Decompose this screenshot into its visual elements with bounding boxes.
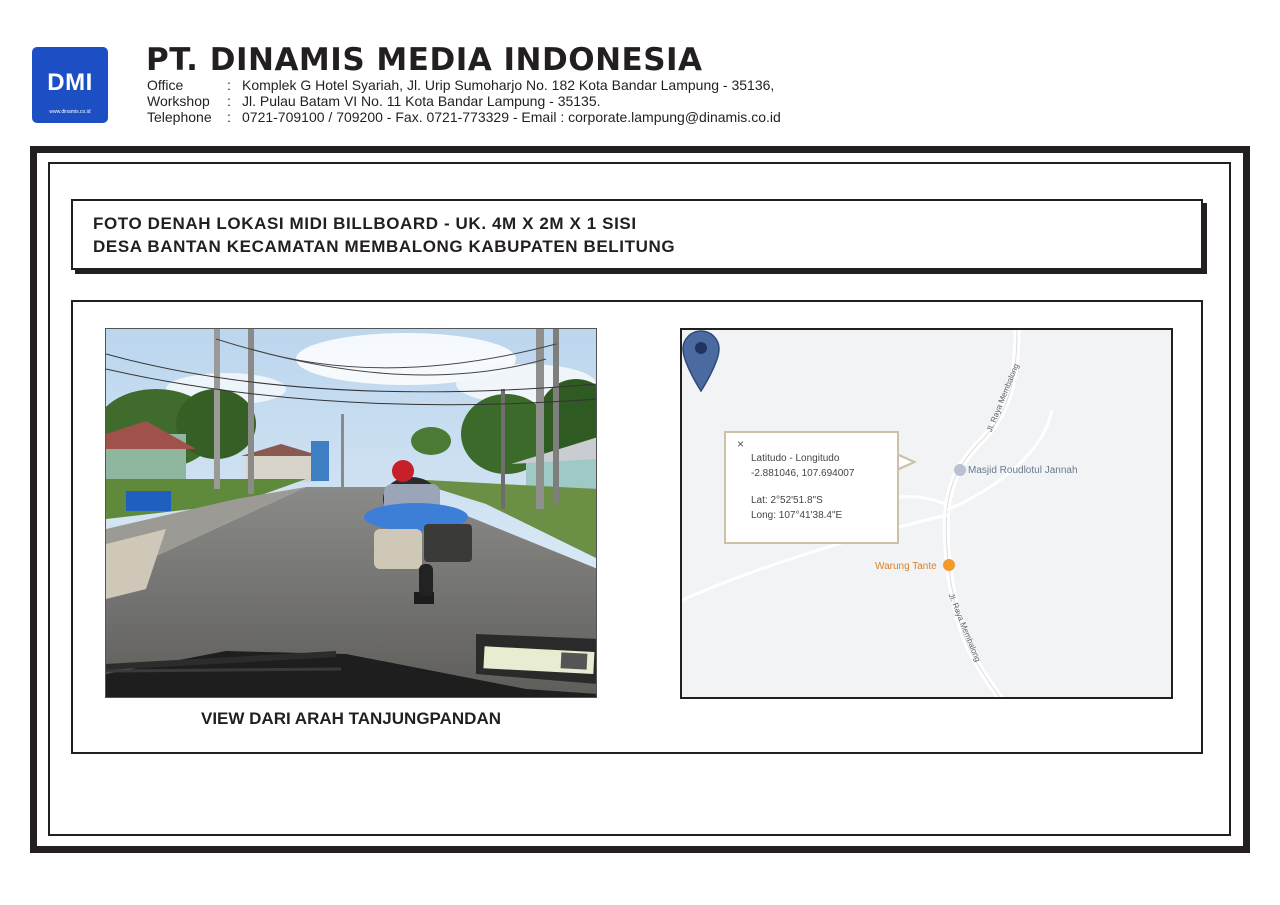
poi-mosque-label[interactable]: Masjid Roudlotul Jannah <box>968 465 1078 476</box>
location-pin-icon[interactable] <box>682 330 720 392</box>
contact-label: Workshop <box>147 93 210 109</box>
company-name: PT. DINAMIS MEDIA INDONESIA <box>146 42 703 78</box>
info-longitude: Long: 107°41'38.4"E <box>751 510 843 521</box>
road-scene-illustration <box>106 329 597 698</box>
close-icon[interactable]: × <box>737 437 745 451</box>
road-label-south: Jl. Raya Membalong <box>946 592 983 663</box>
info-title: Latitudo - Longitudo <box>751 453 840 464</box>
contact-separator: : <box>227 109 231 125</box>
coordinates-info-box <box>724 431 899 544</box>
info-decimal-coordinates: -2.881046, 107.694007 <box>751 468 855 479</box>
logo-text: DMI <box>47 69 93 96</box>
contact-telephone <box>147 109 781 125</box>
contact-separator: : <box>227 93 231 109</box>
photo-caption: VIEW DARI ARAH TANJUNGPANDAN <box>200 709 501 728</box>
logo-url: www.dinamis.co.id <box>49 109 91 115</box>
contact-label: Telephone <box>147 109 212 125</box>
company-logo <box>32 47 108 123</box>
contact-label: Office <box>147 77 184 93</box>
title-box <box>71 199 1203 270</box>
contact-separator: : <box>227 77 231 93</box>
contact-value: Komplek G Hotel Syariah, Jl. Urip Sumoharjo No. 182 Kota Bandar Lampung - 35136, <box>242 77 775 93</box>
mosque-icon[interactable] <box>954 464 966 476</box>
contact-value: Jl. Pulau Batam VI No. 11 Kota Bandar Lampung - 35135. <box>242 93 601 109</box>
info-latitude: Lat: 2°52'51.8"S <box>751 495 823 506</box>
poi-warung-label[interactable]: Warung Tante <box>875 561 937 572</box>
road-label-north: Jl. Raya Membalong <box>985 362 1021 434</box>
location-map <box>680 328 1173 699</box>
title-line-2: DESA BANTAN KECAMATAN MEMBALONG KABUPATEN BELITUNG <box>93 237 676 256</box>
contact-office <box>147 77 774 93</box>
contact-value: 0721-709100 / 709200 - Fax. 0721-773329 - Email : corporate.lampung@dinamis.co.id <box>242 109 781 125</box>
contact-workshop <box>147 93 601 109</box>
title-line-1: FOTO DENAH LOKASI MIDI BILLBOARD - UK. 4M X 2M X 1 SISI <box>93 214 637 233</box>
restaurant-icon[interactable] <box>943 559 955 571</box>
location-photo <box>105 328 597 698</box>
